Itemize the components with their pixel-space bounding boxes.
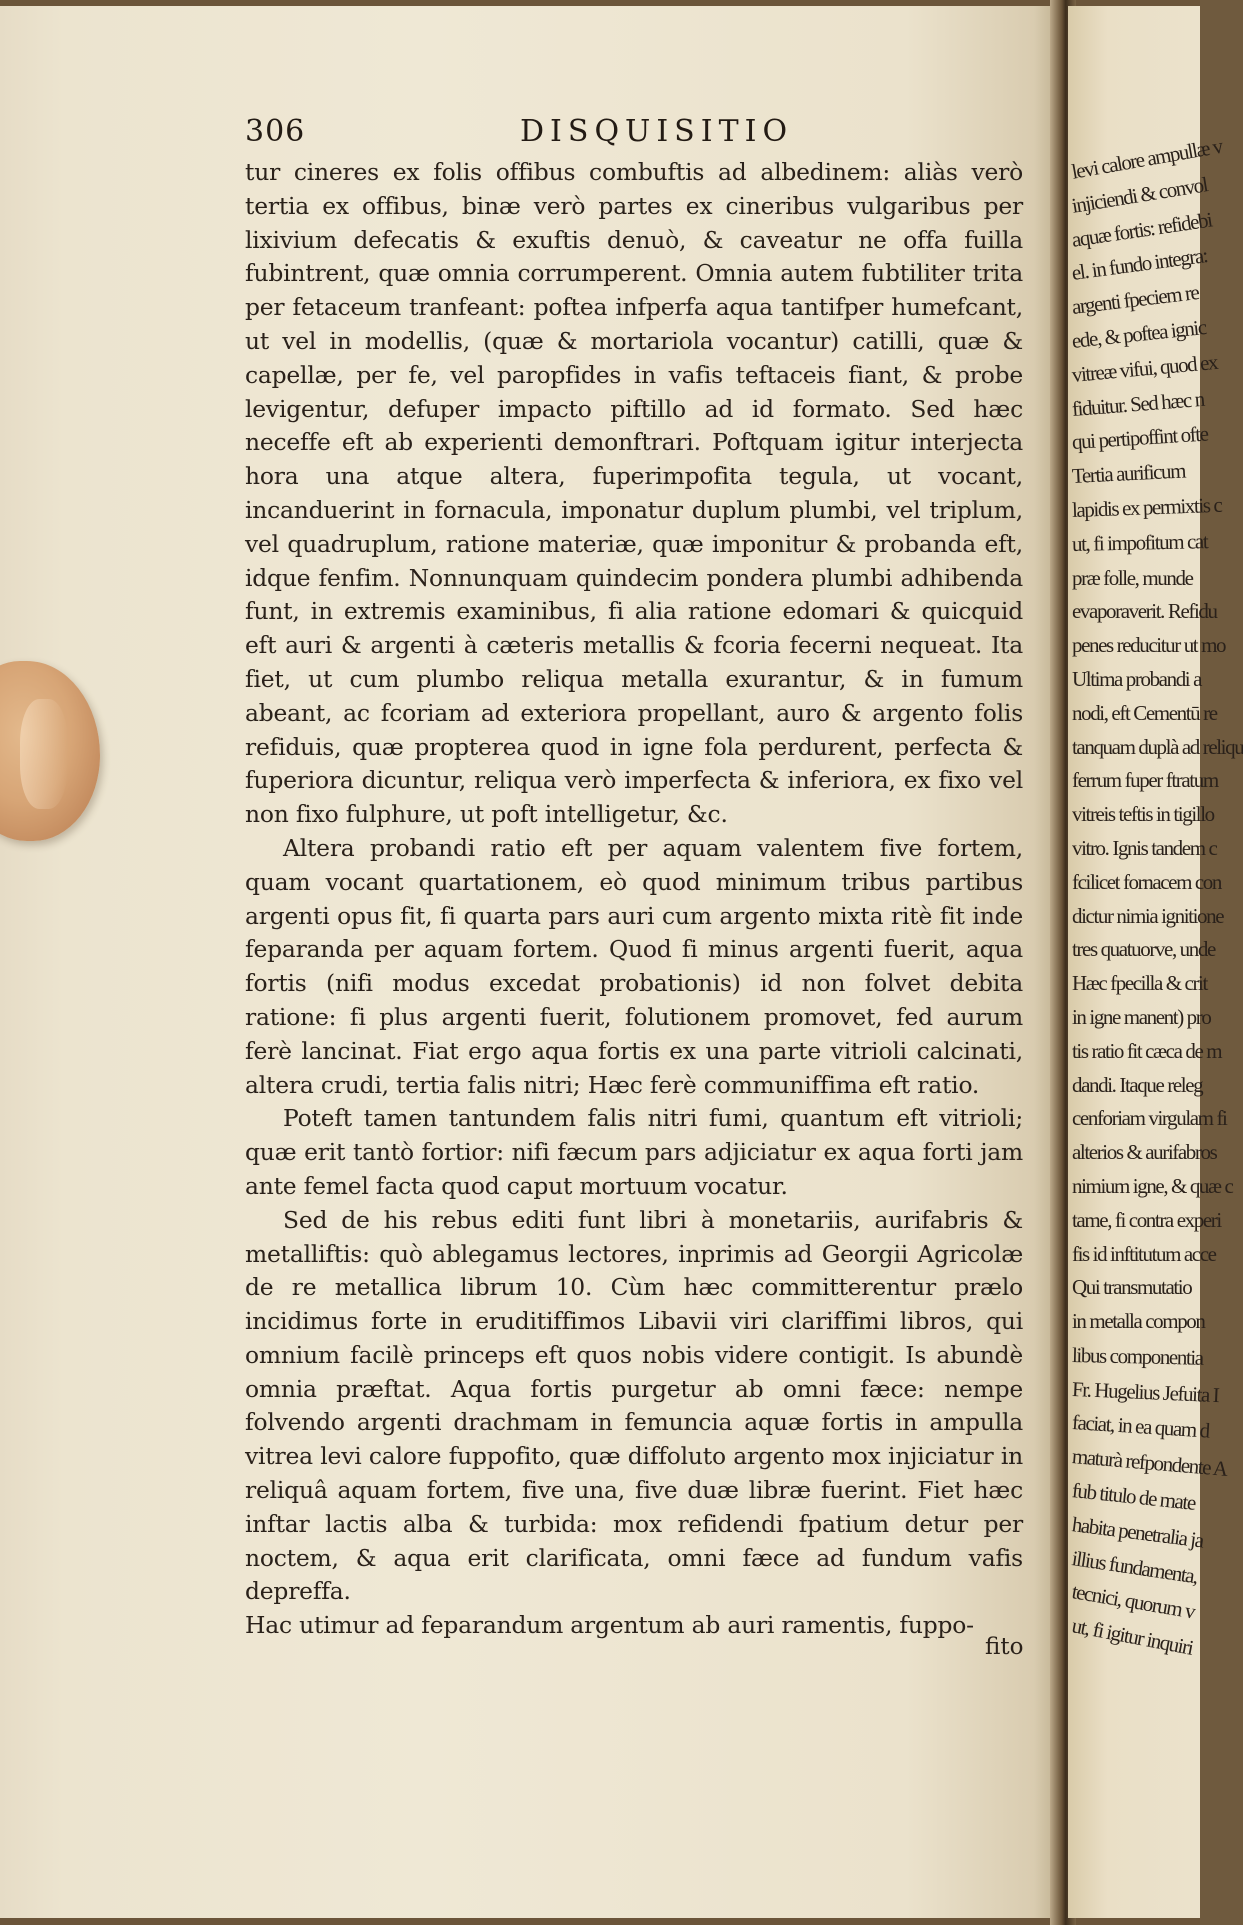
facing-page-line: lapidis ex permixtis c (1071, 492, 1222, 522)
paragraph-2: Altera probandi ratio eft per aquam valentem five fortem, quam vocant quartationem, eò quod minimum tribus partibus argenti opus fit, fi quarta pars auri cum argento mixta ritè fit inde feparanda per aquam fortem. Quod fi minus argenti fuerit, aqua fortis (nifi modus excedat probationis) id non folvet debita ratione: fi plus argenti fuerit, folutionem promovet, fed aurum ferè lancinat. Fiat ergo aqua fortis ex una parte vitrioli calcinati, altera crudi, tertia falis nitri; Hæc ferè communiffima eft ratio. (245, 833, 1023, 1099)
facing-page-line: Ultima probandi a (1072, 666, 1201, 691)
facing-page-line: habita penetralia ja (1070, 1511, 1205, 1553)
facing-page-line: Fr. Hugelius Jefuita I (1071, 1376, 1219, 1407)
facing-page-line: fiduitur. Sed hæc n (1071, 386, 1205, 421)
facing-page-line: injiciendi & convol (1069, 172, 1209, 218)
facing-page-line: ut, fi impofitum cat (1071, 528, 1208, 556)
paragraph-3: Poteft tamen tantundem falis nitri fumi, quantum eft vitrioli; quæ erit tantò fortior: nifi fæcum pars adjiciatur ex aqua forti jam ante femel facta quod caput mortuum vocatur. (245, 1104, 1023, 1200)
paragraph-4: Sed de his rebus editi funt libri à monetariis, aurifabris & metalliftis: quò ablegamus lectores, inprimis ad Georgii Agricolæ de re metallica librum 10. Cùm hæc committerentur prælo incidimus forte in eruditiffimos Libavii viri clariffimi libros, qui omnium facilè princeps eft quos nobis videre contigit. Is abundè omnia præftat. Aqua fortis purgetur ab omni fæce: nempe folvendo argenti drachmam in femuncia aquæ fortis in ampulla vitrea levi calore fuppofito, quæ diffoluto argento mox injiciatur in reliquâ aquam fortem, five una, five duæ libræ fuerint. Fiet hæc inftar lactis alba & turbida: mox refidendi fpatium detur per noctem, & aqua erit clarificata, omni fæce ad fundum vafis depreffa. (245, 1205, 1023, 1606)
facing-page-line: Hæc fpecilla & crit (1072, 971, 1207, 996)
paragraph-5: Hac utimur ad feparandum argentum ab auri ramentis, fuppo- (245, 1611, 974, 1640)
facing-page-line: vitreis teftis in tigillo (1072, 802, 1214, 827)
facing-page-line: libus componentia (1071, 1342, 1204, 1370)
facing-page-line: in metalla compon (1072, 1309, 1205, 1334)
facing-page-line: faciat, in ea quam d (1071, 1410, 1210, 1444)
facing-page-line: tecnici, quorum v (1070, 1579, 1197, 1624)
page-header (245, 114, 1025, 154)
facing-page-line: illius fundamenta, (1070, 1545, 1199, 1589)
page-number: 306 (245, 114, 306, 149)
thumb (0, 661, 100, 841)
facing-page-line: vitro. Ignis tandem c (1072, 835, 1217, 860)
facing-page-line: tanquam duplà ad reliqu (1072, 734, 1243, 759)
facing-page-line: alterios & aurifabros (1072, 1140, 1217, 1165)
facing-page-line: dandi. Itaque releg (1072, 1072, 1203, 1097)
facing-page-line: in igne manent) pro (1072, 1004, 1211, 1029)
body-text (245, 156, 1023, 1643)
facing-page-line: fis id inftitutum acce (1072, 1241, 1216, 1266)
facing-page-line: argenti fpeciem re (1070, 280, 1200, 320)
facing-page-line: qui pertipoffint ofte (1071, 421, 1209, 455)
facing-page-line: ferrum fuper ftratum (1072, 768, 1218, 793)
facing-page-line: evaporaverit. Refidu (1072, 599, 1217, 624)
facing-page-line: maturà refpondente A (1071, 1444, 1228, 1482)
catchword: fito (985, 1634, 1024, 1660)
facing-page-line: vitreæ vifui, quod ex (1070, 349, 1218, 387)
facing-page-line: fcilicet fornacem con (1072, 869, 1221, 894)
facing-page-line: præ folle, munde (1072, 565, 1193, 590)
paragraph-1: tur cineres ex folis offibus combuftis ad albedinem: aliàs verò tertia ex offibus, binæ verò partes ex cineribus vulgaribus per lixivium defecatis & exuftis denuò, & caveatur ne offa fuilla fubintrent, quæ omnia corrumperent. Omnia autem fubtiliter trita per fetaceum tranfeant: poftea infperfa aqua tantifper humefcant, ut vel in modellis, (quæ & mortariola vocantur) catilli, quæ & capellæ, per fe, vel paropfides in vafis teftaceis fiant, & probe levigentur, defuper impacto piftillo ad id formato. Sed hæc neceffe eft ab experienti demonftrari. Poftquam igitur interjecta hora una atque altera, fuperimpofita tegula, ut vocant, incanduerint in fornacula, imponatur duplum plumbi, vel triplum, vel quadruplum, ratione materiæ, quæ imponitur & probanda eft, idque fenfim. Nonnunquam quindecim pondera plumbi adhibenda funt, in extremis examinibus, fi alia ratione edomari & quicquid eft auri & argenti à cæteris metallis & fcoria fecerni nequeat. Ita fiet, ut cum plumbo reliqua metalla exurantur, & in fumum abeant, ac fcoriam ad exteriora propellant, auro & argento folis refiduis, quæ propterea quod in igne fola perdurent, perfecta & fuperiora dicuntur, reliqua verò imperfecta & inferiora, ex fixo vel non fixo fulphure, ut poft intelligetur, &c. (245, 158, 1023, 829)
facing-page-line: fub titulo de mate (1070, 1478, 1197, 1515)
facing-page-line: ede, & poftea ignic (1070, 315, 1207, 353)
facing-page-text (1069, 133, 1243, 1660)
facing-page-line: ut, fi igitur inquiri (1069, 1613, 1195, 1660)
facing-page (1068, 6, 1243, 1918)
facing-page-line: Tertia aurificum (1071, 458, 1186, 489)
facing-page-line: el. in fundo integra: (1070, 243, 1209, 286)
facing-page-line: Qui transmutatio (1072, 1275, 1192, 1300)
running-title: DISQUISITIO (520, 114, 794, 149)
facing-page-line: nimium igne, & quæ c (1072, 1173, 1233, 1198)
facing-page-line: tis ratio fit cæca de m (1072, 1038, 1222, 1063)
facing-page-line: levi calore ampullæ v (1069, 133, 1224, 184)
facing-page-line: penes reducitur ut mo (1072, 633, 1226, 658)
facing-page-line: cenforiam virgulam fi (1072, 1106, 1227, 1131)
facing-page-line: tres quatuorve, unde (1072, 937, 1215, 962)
facing-page-line: dictur nimia ignitione (1072, 903, 1224, 928)
facing-page-line: nodi, eft Cementū re (1072, 700, 1217, 725)
left-page (0, 6, 1066, 1918)
facing-page-line: tame, fi contra experi (1072, 1207, 1221, 1232)
facing-page-line: aquæ fortis: refidebi (1070, 207, 1214, 252)
